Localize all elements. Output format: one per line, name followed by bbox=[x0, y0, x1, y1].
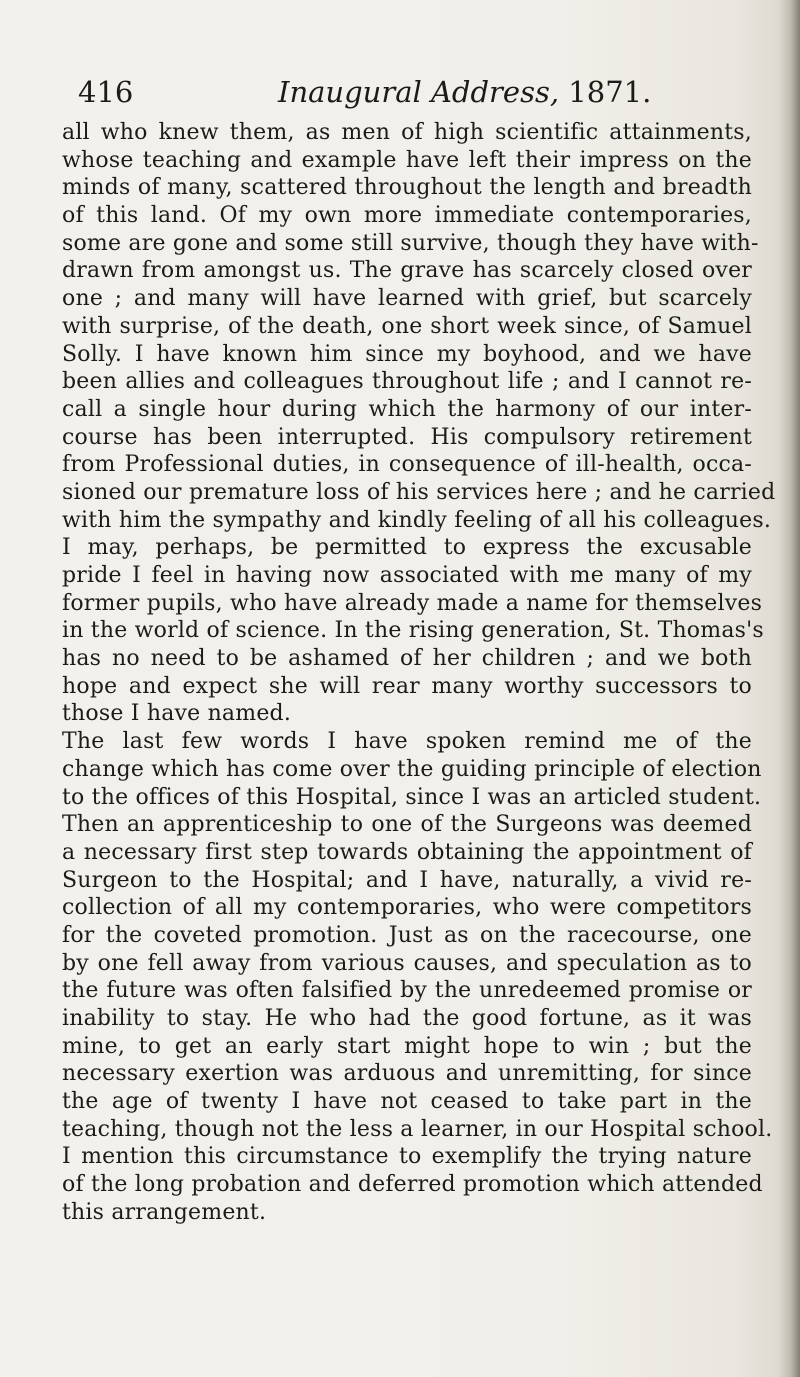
text-line: a necessary first step towards obtaining the appointment of bbox=[62, 839, 752, 865]
text-line: whose teaching and example have left their impress on the bbox=[62, 147, 752, 173]
text-line: minds of many, scattered throughout the length and breadth bbox=[62, 175, 752, 201]
text-line: those I have named. bbox=[62, 701, 292, 727]
body-text bbox=[62, 119, 776, 1227]
text-line: hope and expect she will rear many worthy successors to bbox=[62, 673, 752, 699]
text-line: Surgeon to the Hospital; and I have, naturally, a vivid re- bbox=[62, 867, 752, 893]
text-line: sioned our premature loss of his services here ; and he carried bbox=[62, 479, 776, 505]
text-line: from Professional duties, in consequence of ill-health, occa- bbox=[62, 452, 752, 478]
text-line: Solly. I have known him since my boyhood, and we have bbox=[62, 341, 752, 367]
text-line: for the coveted promotion. Just as on the racecourse, one bbox=[62, 922, 752, 948]
text-line: necessary exertion was arduous and unremitting, for since bbox=[62, 1061, 752, 1087]
text-line: drawn from amongst us. The grave has scarcely closed over bbox=[62, 258, 752, 284]
text-line: to the offices of this Hospital, since I was an articled student. bbox=[62, 784, 762, 810]
page-number: 416 bbox=[78, 75, 134, 109]
text-line: been allies and colleagues throughout life ; and I cannot re- bbox=[62, 369, 752, 395]
text-line: this arrangement. bbox=[62, 1199, 267, 1225]
text-line: by one fell away from various causes, and speculation as to bbox=[62, 950, 752, 976]
text-line: some are gone and some still survive, though they have with- bbox=[62, 230, 759, 256]
text-line: former pupils, who have already made a name for themselves bbox=[62, 590, 763, 616]
page-header bbox=[78, 72, 728, 112]
text-line: of this land. Of my own more immediate contemporaries, bbox=[62, 203, 752, 229]
text-line: has no need to be ashamed of her children ; and we both bbox=[62, 646, 752, 672]
running-title-year: 1871. bbox=[559, 75, 652, 109]
text-line: of the long probation and deferred promotion which attended bbox=[62, 1172, 763, 1198]
text-line: with him the sympathy and kindly feeling of all his colleagues. bbox=[62, 507, 772, 533]
text-line: The last few words I have spoken remind me of the bbox=[62, 729, 752, 755]
text-line: collection of all my contemporaries, who were competitors bbox=[62, 895, 752, 921]
text-line: I may, perhaps, be permitted to express the excusable bbox=[62, 535, 752, 561]
text-line: change which has come over the guiding principle of election bbox=[62, 756, 762, 782]
text-line: call a single hour during which the harmony of our inter- bbox=[62, 396, 752, 422]
text-line: mine, to get an early start might hope to win ; but the bbox=[62, 1033, 752, 1059]
text-line: all who knew them, as men of high scientific attainments, bbox=[62, 120, 752, 145]
text-line: course has been interrupted. His compulsory retirement bbox=[62, 424, 752, 450]
page-edge-shadow bbox=[778, 0, 800, 1377]
text-line: inability to stay. He who had the good fortune, as it was bbox=[62, 1006, 752, 1031]
text-line: the future was often falsified by the unredeemed promise or bbox=[62, 978, 752, 1004]
text-line: I mention this circumstance to exemplify the trying nature bbox=[62, 1144, 752, 1170]
running-title-italic: Inaugural Address, bbox=[278, 75, 560, 109]
text-line: Then an apprenticeship to one of the Surgeons was deemed bbox=[62, 812, 752, 838]
text-line: in the world of science. In the rising generation, St. Thomas's bbox=[62, 618, 764, 644]
text-line: pride I feel in having now associated with me many of my bbox=[62, 563, 752, 588]
text-line: with surprise, of the death, one short week since, of Samuel bbox=[62, 313, 752, 339]
text-line: one ; and many will have learned with grief, but scarcely bbox=[62, 286, 752, 312]
text-line: the age of twenty I have not ceased to take part in the bbox=[62, 1089, 752, 1115]
running-title bbox=[278, 72, 651, 112]
text-line: teaching, though not the less a learner, in our Hospital school. bbox=[62, 1116, 773, 1142]
